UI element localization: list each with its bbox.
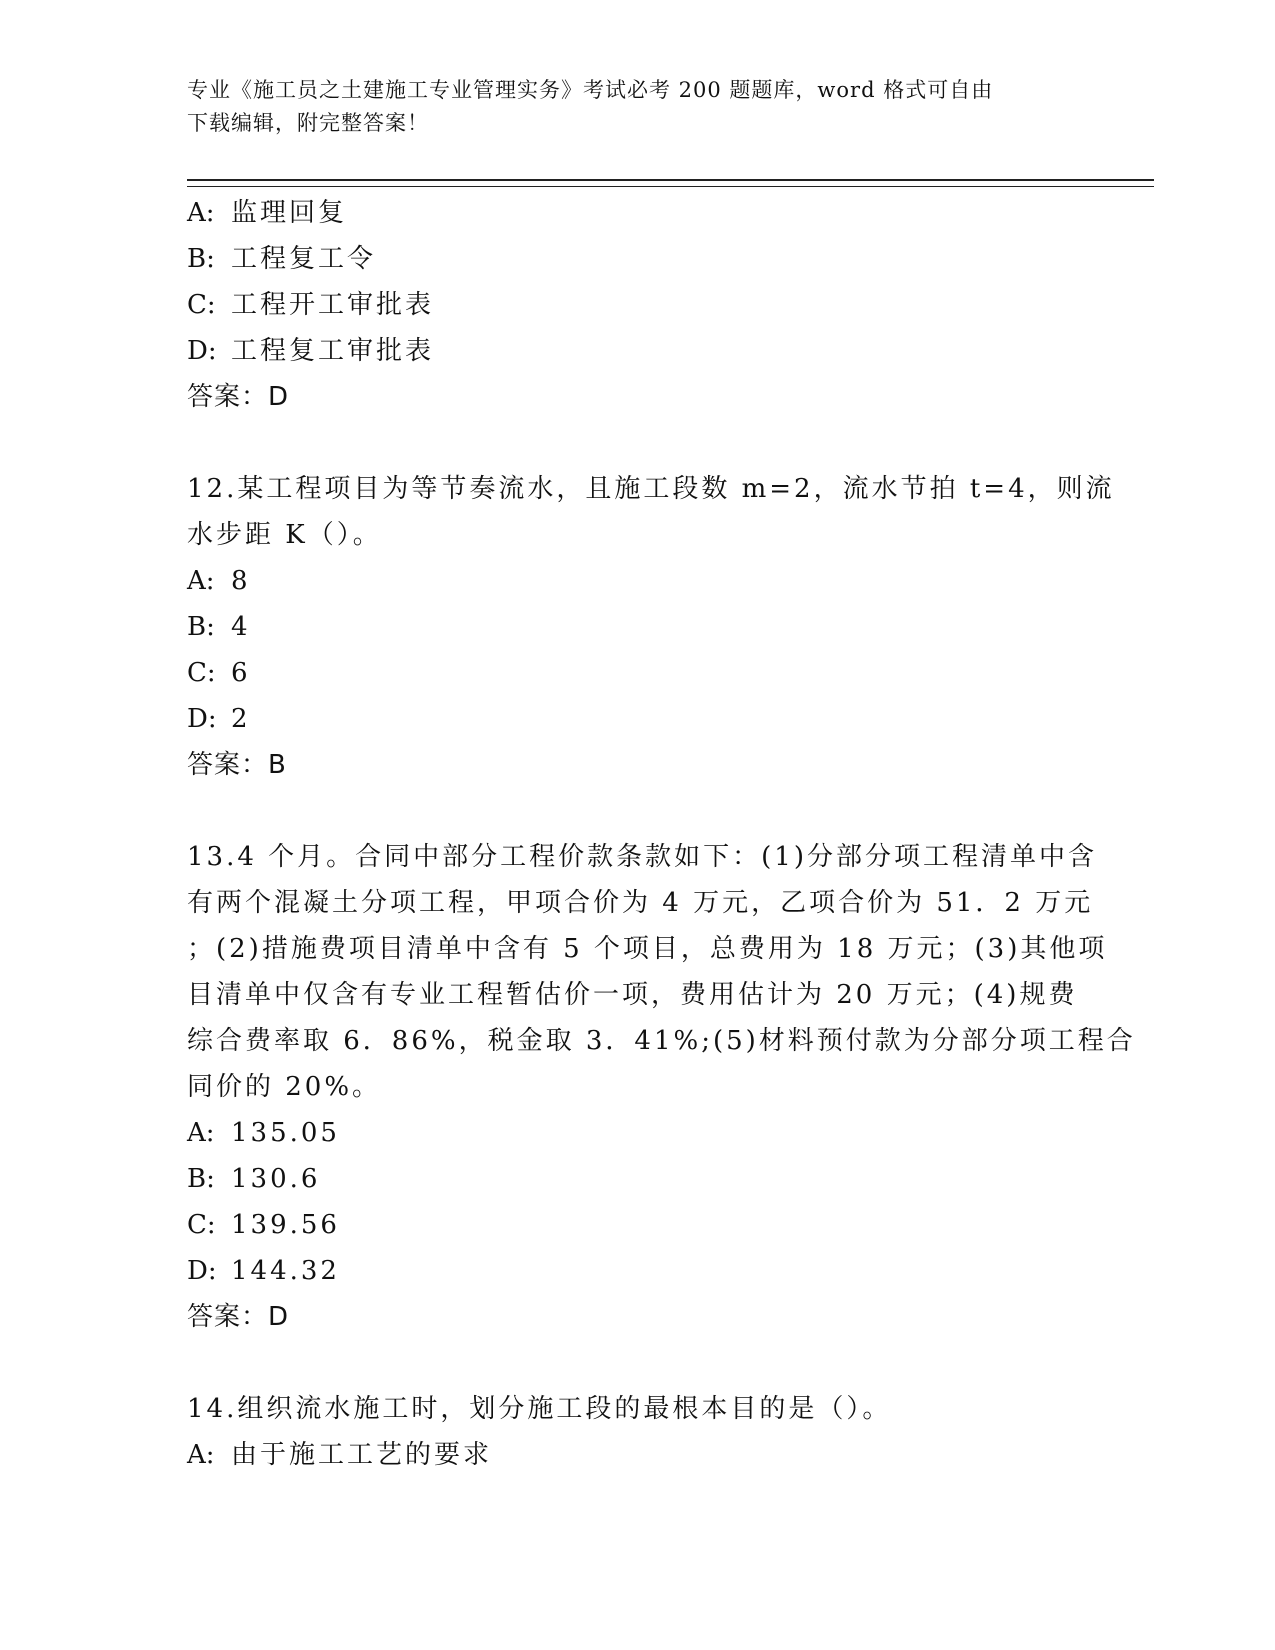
- document-header: [187, 74, 1067, 140]
- question-text-line: 同价的 20%。: [187, 1072, 382, 1102]
- option-prefix: C:: [187, 290, 216, 320]
- question-text-line: 13.4 个月。合同中部分工程价款条款如下：(1)分部分项工程清单中含: [187, 842, 1097, 872]
- option-a: [187, 1110, 1087, 1156]
- option-text: 144.32: [231, 1256, 340, 1286]
- option-prefix: D:: [187, 336, 217, 366]
- option-text: 130.6: [231, 1164, 321, 1194]
- option-prefix: A:: [187, 1118, 215, 1148]
- header-line: 专业《施工员之土建施工专业管理实务》考试必考 200 题题库，word 格式可自由: [187, 78, 994, 102]
- option-text: 监理回复: [231, 198, 348, 228]
- option-prefix: B:: [187, 612, 215, 642]
- question-text-line: 水步距 K（）。: [187, 520, 382, 550]
- option-a: [187, 558, 1087, 604]
- question-block: [187, 190, 1087, 420]
- option-text: 8: [231, 566, 251, 596]
- answer-line: 答案：D: [187, 1302, 290, 1332]
- option-prefix: C:: [187, 1210, 216, 1240]
- option-prefix: B:: [187, 244, 215, 274]
- option-d: [187, 696, 1087, 742]
- question-text-line: ；(2)措施费项目清单中含有 5 个项目，总费用为 18 万元；(3)其他项: [187, 934, 1108, 964]
- option-text: 135.05: [231, 1118, 340, 1148]
- question-text-line: 12.某工程项目为等节奏流水，且施工段数 m=2，流水节拍 t=4，则流: [187, 474, 1115, 504]
- question-text-line: 目清单中仅含有专业工程暂估价一项，费用估计为 20 万元；(4)规费: [187, 980, 1078, 1010]
- option-prefix: B:: [187, 1164, 215, 1194]
- option-text: 工程开工审批表: [231, 290, 435, 320]
- option-a: [187, 1432, 1087, 1478]
- question-list: [187, 190, 1136, 1478]
- header-divider: [187, 179, 1154, 187]
- option-a: [187, 190, 1087, 236]
- answer-line: 答案：D: [187, 382, 290, 412]
- option-text: 4: [231, 612, 251, 642]
- option-text: 工程复工审批表: [231, 336, 435, 366]
- option-text: 工程复工令: [231, 244, 377, 274]
- option-c: [187, 650, 1087, 696]
- question-text-line: 14.组织流水施工时，划分施工段的最根本目的是（）。: [187, 1394, 892, 1424]
- header-line: 下载编辑，附完整答案！: [187, 111, 429, 135]
- option-c: [187, 282, 1087, 328]
- option-b: [187, 604, 1087, 650]
- option-d: [187, 328, 1087, 374]
- block-spacer: [187, 420, 1087, 466]
- option-b: [187, 236, 1087, 282]
- answer-line: 答案：B: [187, 750, 287, 780]
- option-prefix: D:: [187, 704, 217, 734]
- question-block: [187, 466, 1115, 788]
- option-text: 由于施工工艺的要求: [231, 1440, 493, 1470]
- question-block: [187, 834, 1136, 1340]
- option-prefix: C:: [187, 658, 216, 688]
- block-spacer: [187, 1340, 1087, 1386]
- question-block: [187, 1386, 1087, 1478]
- option-text: 139.56: [231, 1210, 340, 1240]
- option-text: 2: [231, 704, 251, 734]
- option-text: 6: [231, 658, 251, 688]
- option-prefix: A:: [187, 566, 215, 596]
- option-prefix: A:: [187, 1440, 215, 1470]
- question-text-line: 有两个混凝土分项工程，甲项合价为 4 万元，乙项合价为 51．2 万元: [187, 888, 1094, 918]
- option-c: [187, 1202, 1087, 1248]
- option-d: [187, 1248, 1087, 1294]
- option-prefix: A:: [187, 198, 215, 228]
- block-spacer: [187, 788, 1087, 834]
- question-text-line: 综合费率取 6．86%，税金取 3．41%;(5)材料预付款为分部分项工程合: [187, 1026, 1136, 1056]
- option-b: [187, 1156, 1087, 1202]
- option-prefix: D:: [187, 1256, 217, 1286]
